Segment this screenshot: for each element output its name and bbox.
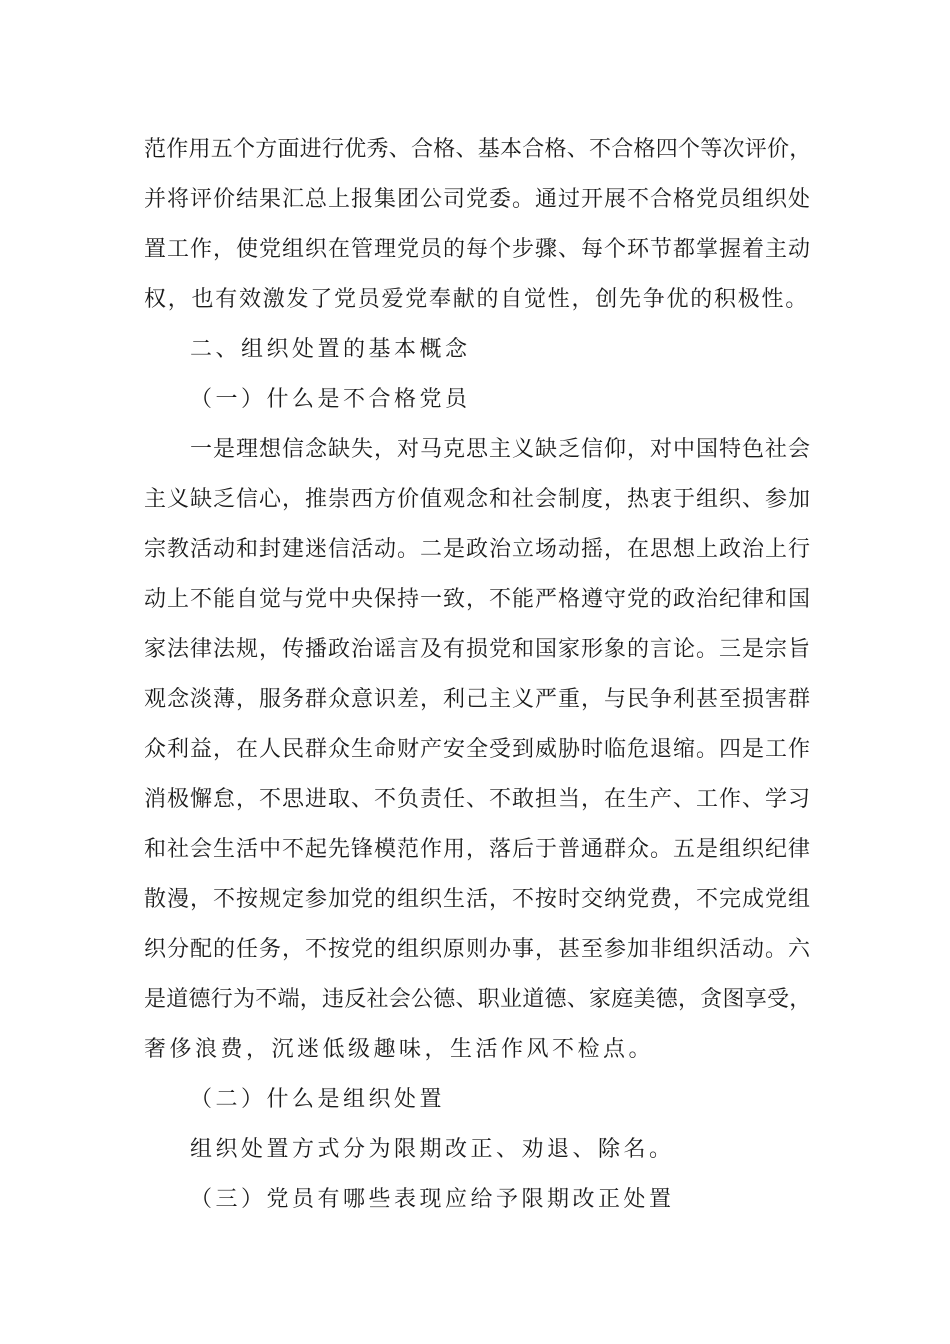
paragraph-line: 置工作，使党组织在管理党员的每个步骤、每个环节都掌握着主动 [144, 237, 812, 262]
paragraph-line: 宗教活动和封建迷信活动。二是政治立场动摇，在思想上政治上行 [144, 537, 812, 562]
paragraph-line: 组织处置方式分为限期改正、劝退、除名。 [190, 1137, 675, 1162]
paragraph-line: 主义缺乏信心，推崇西方价值观念和社会制度，热衷于组织、参加 [144, 487, 812, 512]
paragraph-line: 观念淡薄，服务群众意识差，利己主义严重，与民争利甚至损害群 [144, 687, 812, 712]
paragraph-line: 权，也有效激发了党员爱党奉献的自觉性，创先争优的积极性。 [144, 287, 810, 312]
paragraph-line: 和社会生活中不起先锋模范作用，落后于普通群众。五是组织纪律 [144, 837, 812, 862]
paragraph-line: 并将评价结果汇总上报集团公司党委。通过开展不合格党员组织处 [144, 187, 812, 212]
section-heading: 二、组织处置的基本概念 [190, 337, 471, 362]
subsection-heading: （二）什么是组织处置 [190, 1087, 446, 1112]
paragraph-line: 一是理想信念缺失，对马克思主义缺乏信仰，对中国特色社会 [190, 437, 812, 462]
paragraph-line: 家法律法规，传播政治谣言及有损党和国家形象的言论。三是宗旨 [144, 637, 812, 662]
paragraph-line: 动上不能自觉与党中央保持一致，不能严格遵守党的政治纪律和国 [144, 587, 812, 612]
subsection-heading: （一）什么是不合格党员 [190, 387, 471, 412]
subsection-heading: （三）党员有哪些表现应给予限期改正处置 [190, 1187, 675, 1212]
paragraph-line: 是道德行为不端，违反社会公德、职业道德、家庭美德，贪图享受， [144, 987, 812, 1012]
paragraph-line: 消极懈怠，不思进取、不负责任、不敢担当，在生产、工作、学习 [144, 787, 812, 812]
paragraph-line: 众利益，在人民群众生命财产安全受到威胁时临危退缩。四是工作 [144, 737, 812, 762]
paragraph-line: 织分配的任务，不按党的组织原则办事，甚至参加非组织活动。六 [144, 937, 812, 962]
paragraph-line: 散漫，不按规定参加党的组织生活，不按时交纳党费，不完成党组 [144, 887, 812, 912]
paragraph-line: 奢侈浪费，沉迷低级趣味，生活作风不检点。 [144, 1037, 655, 1062]
paragraph-line: 范作用五个方面进行优秀、合格、基本合格、不合格四个等次评价， [144, 137, 812, 162]
